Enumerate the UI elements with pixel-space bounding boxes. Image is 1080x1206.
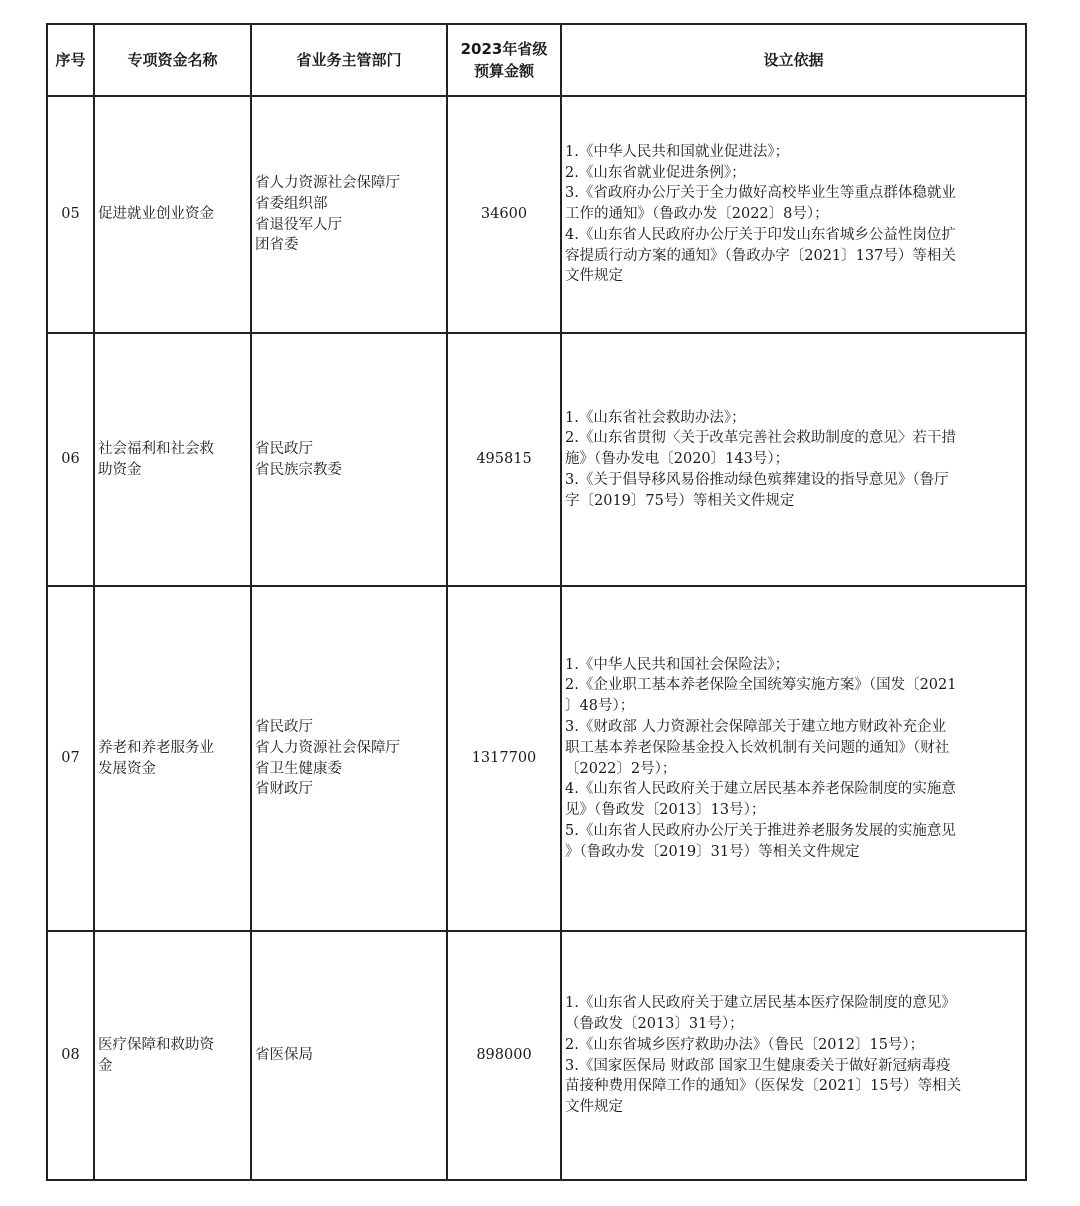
row-basis: [561, 931, 1026, 1180]
row-no: 07: [47, 586, 94, 931]
department-line: 团省委: [255, 237, 299, 254]
fund-name-line: 促进就业创业资金: [98, 206, 214, 223]
basis-line: 容提质行动方案的通知》（鲁政办字〔2021〕137号）等相关: [565, 247, 956, 264]
basis-line: 1.《山东省社会救助办法》；: [565, 409, 746, 426]
row-basis: [561, 586, 1026, 931]
header-fund-name: 专项资金名称: [94, 24, 251, 96]
basis-line: 2.《企业职工基本养老保险全国统筹实施方案》（国发〔2021: [565, 677, 957, 694]
fund-name-line: 发展资金: [98, 760, 156, 777]
table-row: [47, 96, 1026, 333]
row-fund-name: [94, 931, 251, 1180]
basis-line: 1.《山东省人民政府关于建立居民基本医疗保险制度的意见》: [565, 995, 956, 1012]
basis-line: 职工基本养老保险基金投入长效机制有关问题的通知》（财社: [565, 739, 950, 756]
row-fund-name: [94, 586, 251, 931]
table-row: [47, 333, 1026, 586]
basis-line: 字〔2019〕75号）等相关文件规定: [565, 492, 795, 509]
table-row: [47, 586, 1026, 931]
basis-line: 2.《山东省就业促进条例》；: [565, 164, 746, 181]
basis-line: 1.《中华人民共和国社会保险法》；: [565, 656, 790, 673]
table-row: [47, 931, 1026, 1180]
row-department: [251, 333, 447, 586]
basis-line: 3.《国家医保局 财政部 国家卫生健康委关于做好新冠病毒疫: [565, 1057, 951, 1074]
department-line: 省人力资源社会保障厅: [255, 739, 400, 756]
header-no: 序号: [47, 24, 94, 96]
fund-name-line: 金: [98, 1057, 113, 1074]
basis-line: 文件规定: [565, 268, 623, 285]
header-department: 省业务主管部门: [251, 24, 447, 96]
basis-line: 工作的通知》（鲁政办发〔2022〕8号）；: [565, 206, 829, 223]
row-no: 06: [47, 333, 94, 586]
basis-line: 2.《山东省贯彻〈关于改革完善社会救助制度的意见〉若干措: [565, 430, 956, 447]
department-line: 省民政厅: [255, 718, 313, 735]
basis-line: 1.《中华人民共和国就业促进法》；: [565, 143, 790, 160]
header-amount: [447, 24, 561, 96]
row-department: [251, 931, 447, 1180]
department-line: 省民政厅: [255, 440, 313, 457]
department-line: 省退役军人厅: [255, 216, 342, 233]
header-amount-line: 预算金额: [473, 62, 534, 80]
row-amount: 495815: [447, 333, 561, 586]
row-basis: [561, 333, 1026, 586]
department-line: 省委组织部: [255, 195, 328, 212]
row-amount: 1317700: [447, 586, 561, 931]
department-line: 省医保局: [255, 1047, 313, 1064]
basis-line: 见》（鲁政发〔2013〕13号）；: [565, 802, 766, 819]
row-amount: 34600: [447, 96, 561, 333]
basis-line: 5.《山东省人民政府办公厅关于推进养老服务发展的实施意见: [565, 822, 956, 839]
table-header: [47, 24, 1026, 96]
row-basis: [561, 96, 1026, 333]
row-fund-name: [94, 96, 251, 333]
basis-line: （鲁政发〔2013〕31号）；: [565, 1015, 744, 1032]
basis-line: 3.《省政府办公厅关于全力做好高校毕业生等重点群体稳就业: [565, 185, 956, 202]
table-body: [47, 96, 1026, 1180]
basis-line: 〕48号）；: [565, 698, 635, 715]
basis-line: 》（鲁政办发〔2019〕31号）等相关文件规定: [565, 843, 860, 860]
row-no: 08: [47, 931, 94, 1180]
fund-name-line: 社会福利和社会救: [98, 440, 214, 457]
basis-line: 4.《山东省人民政府办公厅关于印发山东省城乡公益性岗位扩: [565, 226, 956, 243]
basis-line: 〔2022〕2号）；: [565, 760, 677, 777]
department-line: 省人力资源社会保障厅: [255, 174, 400, 191]
basis-line: 3.《关于倡导移风易俗推动绿色殡葬建设的指导意见》（鲁厅: [565, 471, 949, 488]
row-amount: 898000: [447, 931, 561, 1180]
fund-name-line: 助资金: [98, 461, 142, 478]
header-basis: 设立依据: [561, 24, 1026, 96]
department-line: 省民族宗教委: [255, 461, 342, 478]
basis-line: 2.《山东省城乡医疗救助办法》（鲁民〔2012〕15号）；: [565, 1036, 925, 1053]
basis-line: 苗接种费用保障工作的通知》（医保发〔2021〕15号）等相关: [565, 1078, 962, 1095]
basis-line: 施》（鲁办发电〔2020〕143号）；: [565, 451, 790, 468]
department-line: 省财政厅: [255, 781, 313, 798]
budget-table: [46, 23, 1027, 1181]
row-department: [251, 96, 447, 333]
header-amount-line: 2023年省级: [460, 40, 548, 58]
basis-line: 3.《财政部 人力资源社会保障部关于建立地方财政补充企业: [565, 718, 946, 735]
row-fund-name: [94, 333, 251, 586]
row-no: 05: [47, 96, 94, 333]
header-row: [47, 24, 1026, 96]
department-line: 省卫生健康委: [255, 760, 342, 777]
basis-line: 4.《山东省人民政府关于建立居民基本养老保险制度的实施意: [565, 781, 956, 798]
row-department: [251, 586, 447, 931]
fund-name-line: 医疗保障和救助资: [98, 1036, 214, 1053]
basis-line: 文件规定: [565, 1099, 623, 1116]
fund-name-line: 养老和养老服务业: [98, 739, 214, 756]
